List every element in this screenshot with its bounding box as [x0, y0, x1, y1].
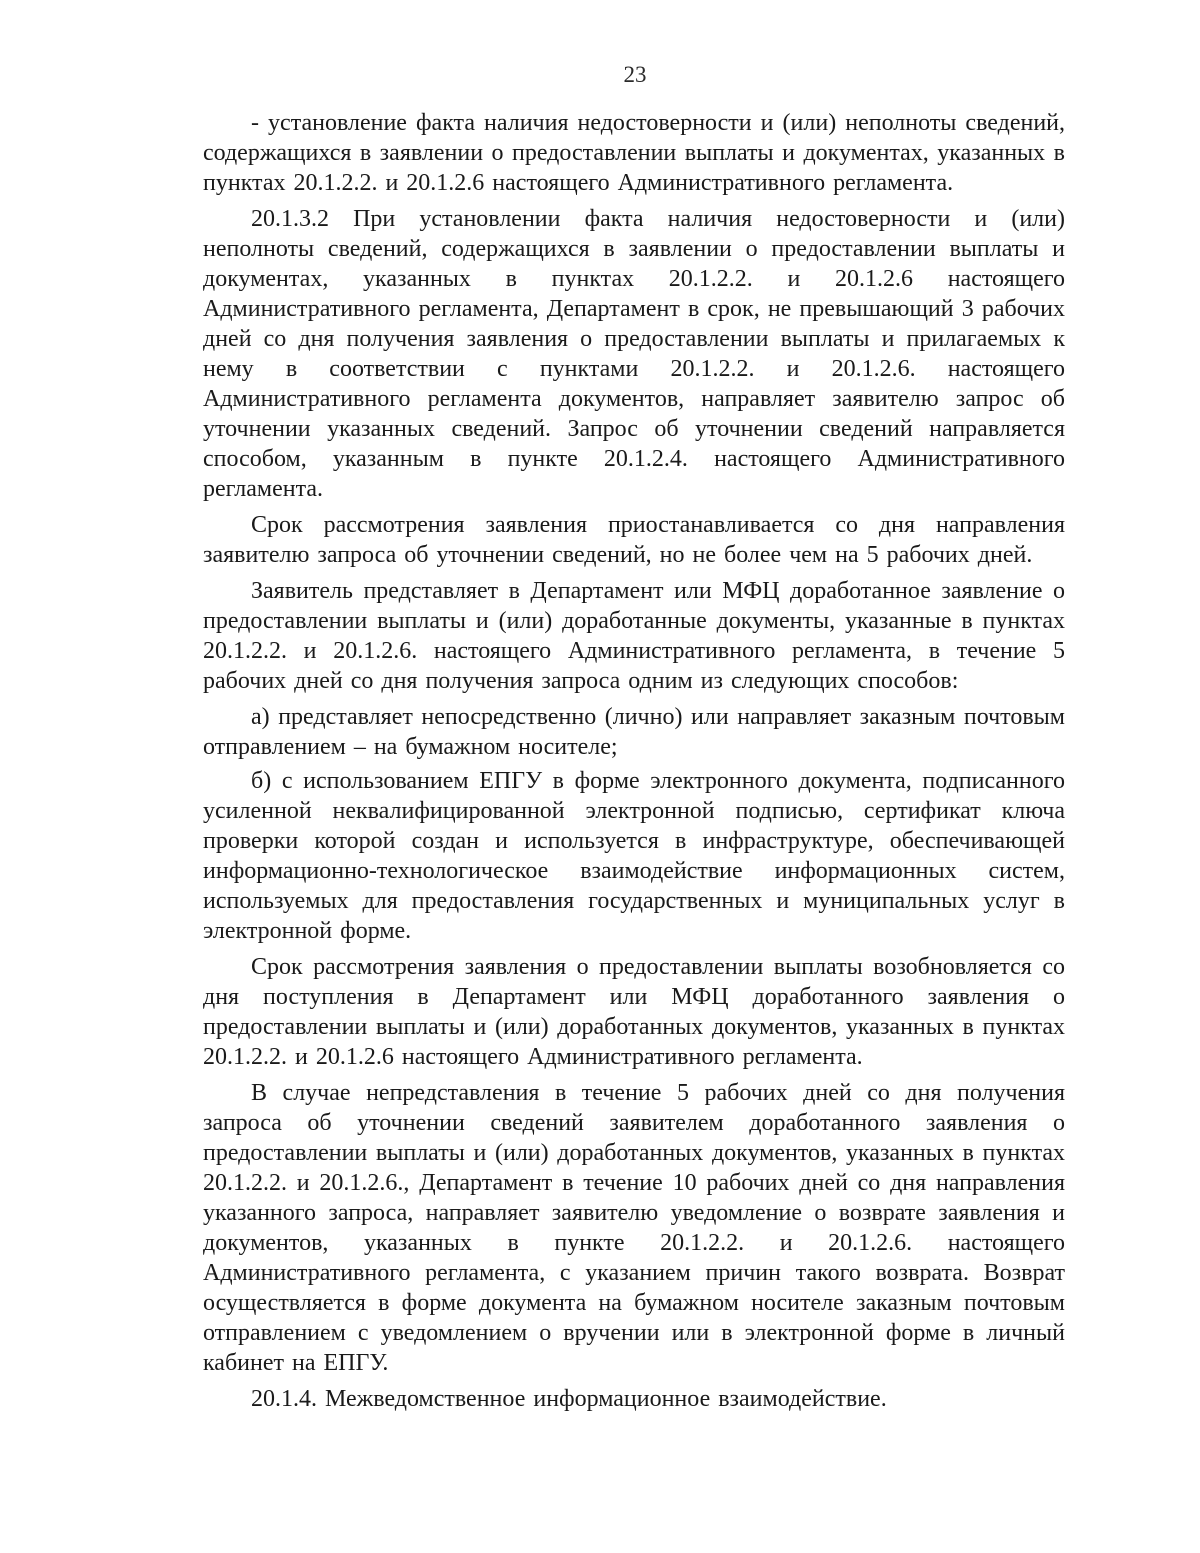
paragraph-7: Срок рассмотрения заявления о предоставлении выплаты возобновляется со дня поступления в Департамент или МФЦ доработанного заявления о предоставлении выплаты и (или) доработанных документов, указанных в пунктах 20.1.2.2. и 20.1.2.6 настоящего Административного регламента.: [203, 954, 1065, 1070]
paragraph-6: б) с использованием ЕПГУ в форме электронного документа, подписанного усиленной неквалифицированной электронной подписью, сертификат ключа проверки которой создан и используется в инфраструктуре, обеспечивающей информационно-технологическое взаимодействие информационных систем, используемых для предоставления государственных и муниципальных услуг в электронной форме.: [203, 768, 1065, 944]
paragraph-1: - установление факта наличия недостоверности и (или) неполноты сведений, содержащихся в заявлении о предоставлении выплаты и документах, указанных в пунктах 20.1.2.2. и 20.1.2.6 настоящего Административного регламента.: [203, 110, 1065, 196]
paragraph-5: а) представляет непосредственно (лично) или направляет заказным почтовым отправлением – на бумажном носителе;: [203, 704, 1065, 760]
paragraph-2: 20.1.3.2 При установлении факта наличия недостоверности и (или) неполноты сведений, содержащихся в заявлении о предоставлении выплаты и документах, указанных в пунктах 20.1.2.2. и 20.1.2.6 настоящего Административного регламента, Департамент в срок, не превышающий 3 рабочих дней со дня получения заявления о предоставлении выплаты и прилагаемых к нему в соответствии с пунктами 20.1.2.2. и 20.1.2.6. настоящего Административного регламента документов, направляет заявителю запрос об уточнении указанных сведений. Запрос об уточнении сведений направляется способом, указанным в пункте 20.1.2.4. настоящего Административного регламента.: [203, 206, 1065, 502]
paragraph-4: Заявитель представляет в Департамент или МФЦ доработанное заявление о предоставлении выплаты и (или) доработанные документы, указанные в пунктах 20.1.2.2. и 20.1.2.6. настоящего Административного регламента, в течение 5 рабочих дней со дня получения запроса одним из следующих способов:: [203, 578, 1065, 694]
document-body: [203, 108, 1065, 1420]
paragraph-3: Срок рассмотрения заявления приостанавливается со дня направления заявителю запроса об уточнении сведений, но не более чем на 5 рабочих дней.: [203, 512, 1065, 568]
paragraph-8: В случае непредставления в течение 5 рабочих дней со дня получения запроса об уточнении сведений заявителем доработанного заявления о предоставлении выплаты и (или) доработанных документов, указанных в пунктах 20.1.2.2. и 20.1.2.6., Департамент в течение 10 рабочих дней со дня направления указанного запроса, направляет заявителю уведомление о возврате заявления и документов, указанных в пункте 20.1.2.2. и 20.1.2.6. настоящего Административного регламента, с указанием причин такого возврата. Возврат осуществляется в форме документа на бумажном носителе заказным почтовым отправлением с уведомлением о вручении или в электронной форме в личный кабинет на ЕПГУ.: [203, 1080, 1065, 1376]
paragraph-9: 20.1.4. Межведомственное информационное взаимодействие.: [251, 1386, 887, 1412]
page-number: 23: [623, 62, 647, 87]
